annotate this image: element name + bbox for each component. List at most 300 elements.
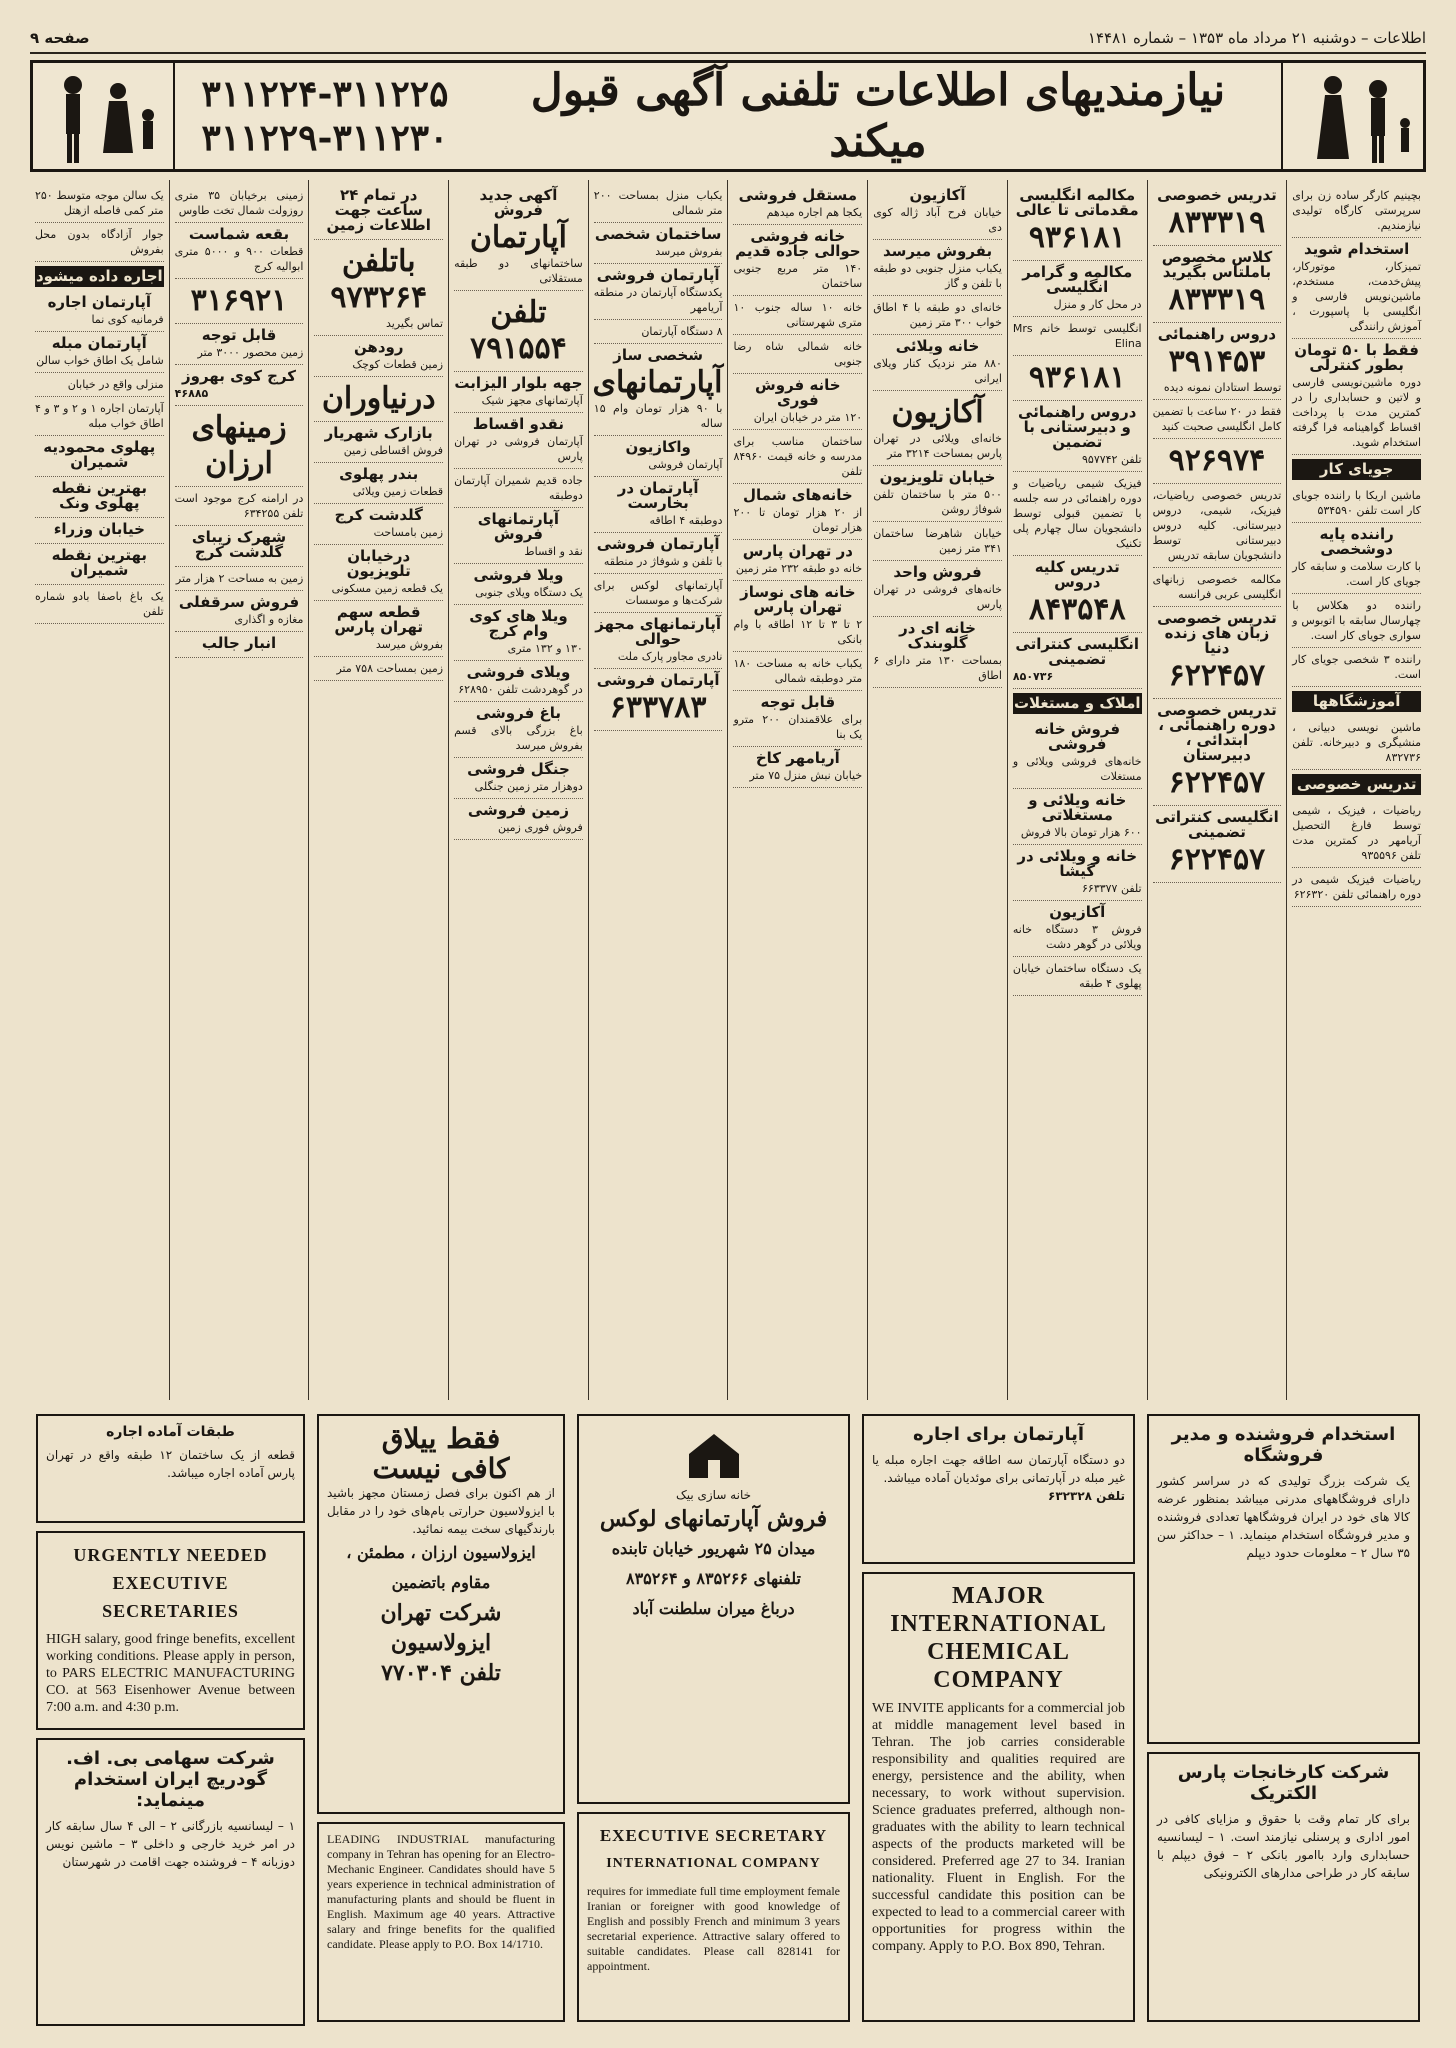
ad-heading: قابل توجه	[201, 326, 277, 344]
classified-ad	[733, 691, 862, 747]
pars-electric-title: شرکت کارخانجات پارس الکتریک	[1177, 1762, 1390, 1804]
ad-heading: خیابان وزراء	[53, 520, 145, 538]
ad-heading: تدریس خصوصی	[1157, 186, 1277, 204]
classified-ad	[594, 669, 723, 731]
classified-ad	[1153, 699, 1282, 806]
ad-heading: در تهران پارس	[742, 542, 853, 560]
ad-heading: گلدشت کرج	[334, 506, 423, 524]
classified-ad	[454, 564, 583, 605]
classified-ad	[873, 466, 1002, 522]
classified-ad	[594, 613, 723, 669]
ad-heading: آپارتمان اجاره	[47, 293, 152, 311]
classified-ad	[175, 324, 304, 365]
ad-phone-big: ۶۳۳۷۸۳	[609, 690, 707, 725]
classified-ad	[454, 799, 583, 840]
rental-floors-body: قطعه از یک ساختمان ۱۲ طبقه واقع در تهران پارس آماده اجاره میباشد.	[46, 1448, 295, 1480]
ad-text: یکدستگاه آپارتمان در منطقه آریامهر	[593, 286, 723, 314]
classified-ad	[175, 184, 304, 223]
ad-text: باغ بزرگی بالای قسم بفروش میرسد	[454, 724, 583, 752]
classified-columns	[30, 180, 1426, 1400]
ad-heading: بندر پهلوی	[339, 465, 419, 483]
ad-phone-big: آکازیون	[891, 395, 984, 430]
ad-heading: بهترین نقطه پهلوی ونک	[51, 479, 148, 512]
ad-text: در محل کار و منزل	[1053, 298, 1142, 311]
classified-ad	[873, 522, 1002, 561]
ad-text: فروش ۳ دستگاه خانه ویلائی در گوهر دشت	[1012, 923, 1142, 951]
classified-ad	[733, 484, 862, 540]
goodrich-title: شرکت سهامی بی. اف. گودریچ ایران استخدام مینماید:	[66, 1748, 275, 1811]
ad-heading: پهلوی محمودیه شمیران	[43, 438, 156, 471]
ad-phone: ۸۵۰۷۳۶	[1012, 670, 1054, 683]
classified-column-10	[30, 180, 169, 1400]
ad-heading: رودهن	[353, 338, 404, 356]
classified-ad	[1153, 439, 1282, 484]
exec-title-1: EXECUTIVE SECRETARY	[599, 1826, 828, 1845]
classified-ad	[1292, 648, 1421, 687]
ad-heading: جنگل فروشی	[467, 760, 570, 778]
ad-text: ساختمانهای دو طبقه مستقلاتی	[454, 257, 583, 285]
rental-floors-ad	[36, 1414, 305, 1523]
ad-text: برای علاقمندان ۲۰۰ مترو یک بنا	[733, 713, 863, 741]
ad-text: فرمانیه کوی نما	[91, 313, 164, 326]
urgent-title-2: EXECUTIVE SECRETARIES	[102, 1573, 239, 1622]
classified-ad	[873, 617, 1002, 688]
apartment-rent-body: دو دستگاه آپارتمان سه اطاقه جهت اجاره مبله یا غیر مبله در آپارتمانی برای موئدیان آماده میباشد.	[872, 1453, 1125, 1485]
ad-phone-big: زمینهای ارزان	[191, 410, 287, 481]
rental-floors-title: طبقات آماده اجاره	[106, 1424, 235, 1440]
pars-electric-ad	[1147, 1752, 1420, 2022]
ad-heading: آکازیون	[909, 186, 966, 204]
ad-heading: خانه فروشی حوالی جاده قدیم	[735, 227, 861, 260]
classified-ad	[314, 463, 443, 504]
classified-ad	[1013, 356, 1142, 401]
ad-phone-big: ۹۳۶۱۸۱	[1028, 220, 1126, 255]
ad-text: ۸۸۰ متر نزدیک کنار ویلای ایرانی	[873, 357, 1002, 385]
classified-column-6	[588, 180, 728, 1400]
classified-ad	[314, 377, 443, 422]
classified-ad	[454, 661, 583, 702]
leading-industrial-ad	[317, 1822, 565, 2022]
classified-ad	[1153, 607, 1282, 699]
classified-ad	[1153, 806, 1282, 883]
ad-phone-big: ۹۲۶۹۷۴	[1168, 443, 1266, 478]
classified-ad	[314, 601, 443, 657]
classified-ad	[175, 223, 304, 279]
classified-ad	[1013, 184, 1142, 261]
classified-ad	[454, 291, 583, 372]
exec-title-2: INTERNATIONAL COMPANY	[606, 1856, 821, 1871]
ad-phone-big: آپارتمانهای	[592, 365, 723, 400]
classified-ad	[1013, 401, 1142, 472]
banner-phones-line2: ۳۱۱۲۲۹-۳۱۱۲۳۰	[201, 117, 449, 159]
classified-ad	[1292, 484, 1421, 523]
classified-ad	[873, 184, 1002, 240]
banner-title: نیازمندیهای اطلاعات تلفنی آگهی قبول میکند	[530, 65, 1226, 167]
classified-ad	[1013, 556, 1142, 633]
classified-ad	[1292, 868, 1421, 907]
urgent-title-1: URGENTLY NEEDED	[73, 1545, 268, 1566]
classified-column-7	[448, 180, 588, 1400]
ad-text: یک دستگاه ساختمان خیابان پهلوی ۴ طبقه	[1012, 962, 1142, 990]
ad-heading: آپارتمانهای مجهز حوالی	[595, 615, 722, 648]
classified-ad	[594, 223, 723, 264]
ad-heading: خیابان تلویزیون	[879, 468, 996, 486]
ad-text: در ارامنه کرج موجود است تلفن ۶۳۴۲۵۵	[174, 492, 304, 520]
ad-heading: قطعه سهم تهران پارس	[334, 603, 424, 636]
classified-ad	[1013, 633, 1142, 689]
issue-line: اطلاعات – دوشنبه ۲۱ مرداد ماه ۱۳۵۳ – شماره ۱۴۴۸۱	[1087, 29, 1426, 47]
classified-ad	[733, 225, 862, 296]
classified-ad	[873, 240, 1002, 296]
major-title-4: COMPANY	[933, 1667, 1064, 1693]
ad-heading: مکالمه و گرامر انگلیسی	[1022, 263, 1133, 296]
classified-ad	[35, 373, 164, 397]
ad-text: شامل یک اطاق خواب سالن	[36, 354, 164, 367]
ad-heading: کرج کوی بهروز	[182, 367, 297, 385]
classified-ad	[733, 747, 862, 788]
ad-text: انگلیسی توسط خانم Mrs Elina	[1012, 322, 1142, 350]
section-heading: اجاره داده میشود	[35, 267, 163, 285]
ad-text: ۵۰۰ متر با ساختمان تلفن شوفاژ روشن	[873, 488, 1002, 516]
apartment-rent-phone: تلفن ۶۳۲۳۲۸	[1048, 1489, 1125, 1503]
ad-heading: انگلیسی کنتراتی تضمینی	[1015, 635, 1140, 668]
ad-heading: باغ فروشی	[475, 704, 561, 722]
ad-heading: خانه فروش فوری	[755, 376, 841, 409]
ad-heading: آپارتمان مبله	[51, 334, 147, 352]
classified-ad	[873, 561, 1002, 617]
ad-heading: آکهی جدید فروش	[479, 186, 558, 219]
banner-phones	[175, 72, 475, 160]
luxury-title: فروش آپارتمانهای لوکس	[599, 1506, 828, 1532]
ad-text: یکباب منزل جنوبی دو طبقه با تلفن و گاز	[873, 262, 1002, 290]
classified-ad	[733, 374, 862, 430]
ad-text: ماشین اریکا با راننده جویای کار است تلفن ۵۳۴۵۹۰	[1292, 489, 1421, 517]
yeylagh-body: از هم اکنون برای فصل زمستان مجهز باشید با ایزولاسیون حرارتی بام‌های خود را در مقابل بارندگیهای سخت بیمه نمائید.	[327, 1486, 555, 1536]
ad-text: فروش اقساطی زمین	[343, 444, 444, 457]
ad-heading: فروش خانه فروشی	[1034, 720, 1121, 753]
ad-text: بفروش میرسد	[655, 245, 723, 258]
classified-ad	[1153, 568, 1282, 607]
ad-text: زمین به مساحت ۲ هزار متر	[175, 572, 304, 585]
ad-text: با کارت سلامت و سابقه کار جویای کار است.	[1292, 560, 1421, 588]
major-title-1: MAJOR	[952, 1583, 1045, 1609]
ad-heading: خانه ویلائی	[895, 337, 980, 355]
classified-ad	[454, 372, 583, 413]
ad-text: یک باغ باصفا بادو شماره تلفن	[34, 590, 164, 618]
ad-heading: ساختمان شخصی	[594, 225, 722, 243]
classified-ad	[1153, 323, 1282, 400]
ad-heading: انگلیسی کنتراتی تضمینی	[1155, 808, 1279, 841]
ad-heading: قابل توجه	[760, 693, 836, 711]
classified-ad	[175, 406, 304, 487]
classified-column-2	[1147, 180, 1287, 1400]
classified-ad	[35, 184, 164, 223]
ad-text: نادری مجاور پارک ملت	[617, 650, 723, 663]
ad-heading: تدریس خصوصی زبان های زنده دنیا	[1157, 609, 1277, 657]
classified-ad	[594, 436, 723, 477]
page-header	[30, 24, 1426, 54]
ad-heading: در تمام ۲۴ ساعت جهت اطلاعات زمین	[326, 186, 431, 234]
ad-heading: انبار جالب	[201, 634, 277, 652]
ad-text: زمین محصور ۳۰۰۰ متر	[197, 346, 304, 359]
classified-ad	[1013, 789, 1142, 845]
ad-heading: آریامهر کاخ	[755, 749, 840, 767]
classified-ad	[175, 632, 304, 658]
classified-ad	[1013, 845, 1142, 901]
classified-ad	[454, 413, 583, 469]
classified-column-3	[1007, 180, 1147, 1400]
classified-ad	[733, 540, 862, 581]
urgent-secretaries-ad	[36, 1531, 305, 1730]
ad-text: خانه شمالی شاه رضا جنوبی	[733, 340, 863, 368]
classified-ad	[1013, 718, 1142, 789]
ad-text: زمین قطعات کوچک	[352, 358, 444, 371]
major-chemical-ad	[862, 1572, 1135, 2022]
ad-heading: بقعه شماست	[188, 225, 290, 243]
ad-text: زمینی برخیابان ۳۵ متری روزولت شمال تخت طاوس	[174, 189, 304, 217]
ad-text: آپارتمان فروشی در تهران پارس	[454, 435, 583, 463]
ad-text: در گوهردشت تلفن ۶۲۸۹۵۰	[458, 683, 583, 696]
section-heading: جویای کار	[1292, 459, 1421, 480]
ad-text: یک سالن موجه متوسط ۲۵۰ متر کمی فاصله ازهتل	[34, 189, 164, 217]
ad-heading: استخدام شوید	[1303, 240, 1410, 258]
ad-heading: تدریس کلیه دروس	[1034, 558, 1120, 591]
ad-phone-big: ۶۲۲۴۵۷	[1168, 765, 1266, 800]
ad-phone-big: درنیاوران	[321, 381, 436, 416]
family-illustration-right	[1281, 63, 1423, 169]
goodrich-ad	[36, 1738, 305, 2026]
classified-ad	[1292, 523, 1421, 594]
ad-text: آپارتمانهای لوکس برای شرکت‌ها و موسسات	[593, 579, 723, 607]
ad-text: یک دستگاه ویلای جنوبی	[475, 586, 583, 599]
classified-ad	[314, 422, 443, 463]
classified-column-5	[727, 180, 867, 1400]
ad-text: تماس بگیرید	[386, 317, 444, 330]
ad-text: قطعات زمین ویلائی	[352, 485, 444, 498]
classified-ad	[314, 545, 443, 601]
ad-text: جاده قدیم شمیران آپارتمان دوطبقه	[454, 474, 583, 502]
apartment-rent-ad	[862, 1414, 1135, 1564]
luxury-line-3: درباغ میران سلطنت آباد	[632, 1599, 795, 1618]
classifieds-banner	[30, 60, 1426, 172]
pars-electric-body: برای کار تمام وقت با حقوق و مزایای کافی در امور اداری و پرسنلی نیازمند است. ۱ – لیسانسیه حسابداری وارد باامور بانکی ۲ – فوق دیپلم با سابقه کار در طراحی مدارهای الکترونیکی	[1157, 1812, 1410, 1880]
luxury-apartments-ad	[577, 1414, 850, 1804]
classified-ad	[733, 296, 862, 335]
ad-phone-big: ۸۴۳۵۴۸	[1028, 592, 1126, 627]
ad-phone-big: باتلفن ۹۷۳۲۶۴	[330, 244, 428, 315]
ad-text: ریاضیات ، فیزیک ، شیمی توسط فارغ التحصیل آریامهر در کمترین مدت تلفن ۹۳۵۵۹۶	[1292, 804, 1421, 862]
ad-text: بمساحت ۱۳۰ متر دارای ۶ اطاق	[873, 654, 1002, 682]
ad-text: خانه‌ای دو طبقه با ۴ اطاق خواب ۳۰۰ متر زمین	[873, 301, 1002, 329]
ad-phone-big: ۶۲۲۴۵۷	[1168, 842, 1266, 877]
ad-text: خیابان فرح آباد ژاله کوی دی	[873, 206, 1002, 234]
ad-heading: کلاس مخصوص باملتاس بگیرید	[1161, 248, 1273, 281]
classified-ad	[873, 296, 1002, 335]
ad-text: دوطبقه ۴ اطاقه	[649, 514, 723, 527]
classified-ad	[1013, 957, 1142, 996]
ad-heading: درخیابان تلویزیون	[346, 547, 411, 580]
ad-heading: خانه‌های شمال	[743, 486, 853, 504]
classified-ad	[873, 335, 1002, 391]
ad-text: ۸ دستگاه آپارتمان	[641, 325, 723, 338]
bottom-col-sales	[1141, 1410, 1426, 2030]
ad-heading: آپارتمان در بخارست	[617, 479, 699, 512]
ad-heading: دروس راهنمائی	[1157, 325, 1277, 343]
ad-text: آپارتمان فروشی	[648, 458, 723, 471]
classified-ad	[1292, 184, 1421, 238]
ad-heading: خانه ای در گلوبندک	[899, 619, 976, 652]
classified-column-4	[867, 180, 1007, 1400]
ad-text: توسط استادان نمونه دیده	[1163, 381, 1282, 394]
classified-ad	[1153, 246, 1282, 323]
ad-heading: فروش واحد	[893, 563, 982, 581]
ad-heading: خانه و ویلائی در گیشا	[1017, 847, 1138, 880]
ad-heading: مکالمه انگلیسی مقدماتی تا عالی	[1015, 186, 1139, 219]
classified-ad	[594, 184, 723, 223]
classified-column-9	[169, 180, 309, 1400]
ad-text: جوار آزادگاه بدون محل بفروش	[34, 228, 164, 256]
urgent-body: HIGH salary, good fringe benefits, excellent working conditions. Please apply in person, to PARS ELECTRIC MANUFACTURING CO. at 563 Eisenhower Avenue between 7:00 a.m. and 4:30 p.m.	[46, 1632, 295, 1716]
goodrich-body: ۱ – لیسانسیه بازرگانی ۲ – الی ۴ سال سابقه کار در امر خرید خارجی و داخلی ۳ – ماشین نویس دوزبانه ۴ – فروشنده جهت اقامت در شهرستان	[46, 1819, 296, 1869]
classified-ad	[1013, 472, 1142, 556]
ad-heading: ویلای فروشی	[466, 663, 571, 681]
ad-text: ریاضیات فیزیک شیمی در دوره راهنمائی تلفن ۶۲۶۳۲۰	[1292, 873, 1421, 901]
classified-ad	[594, 477, 723, 533]
ad-text: مغازه و اگذاری	[234, 613, 304, 626]
ad-heading: شهرک زیبای گلدشت کرج	[191, 528, 287, 561]
ad-text: خانه‌ای ویلائی در تهران پارس بمساحت ۳۲۱۴ متر	[873, 432, 1002, 460]
ad-text: یکباب خانه به مساحت ۱۸۰ متر دوطبقه شمالی	[733, 657, 863, 685]
ad-text: تلفن ۶۶۳۳۷۷	[1082, 882, 1142, 895]
classified-ad	[35, 291, 164, 332]
yeylagh-title-2: کافی نیست	[372, 1452, 510, 1485]
classified-ad	[35, 332, 164, 373]
ad-heading: آپارتمان فروشی	[596, 535, 720, 553]
classified-ad	[175, 591, 304, 632]
classified-ad	[35, 477, 164, 518]
house-logo-icon	[684, 1430, 744, 1480]
ad-heading: فروش سرقفلی	[178, 593, 300, 611]
ad-phone-big: ۶۲۲۴۵۷	[1168, 658, 1266, 693]
classified-ad	[175, 526, 304, 567]
luxury-line-1: میدان ۲۵ شهریور خیابان تابنده	[611, 1539, 816, 1558]
ad-text: قطعات ۹۰۰ و ۵۰۰۰ متری ابوالیه کرج	[174, 245, 304, 273]
leading-body: LEADING INDUSTRIAL manufacturing company in Tehran has opening for an Electro-Mechanic Engineer. Candidates should have 5 years experience in technical administration of manufacturing plants and should be fluent in English. Maximum age 40 years. Attractive salary and fringe benefits for the qualified candidate. Please apply to P.O. Box 14/1710.	[327, 1832, 555, 1951]
classified-ad	[733, 184, 862, 225]
sales-manager-body: یک شرکت بزرگ تولیدی که در سراسر کشور دارای فروشگاههای مدرنی میباشد بمنظور عرضه کالا های خود در ایران فروشگاهها تعدادی فروشنده و مدیر فروشگاه استخدام مینماید. ۱ – حداکثر سن ۳۵ سال ۲ – معلومات حدود دیپلم	[1157, 1474, 1410, 1560]
ad-heading: آکازیون	[1049, 903, 1106, 921]
luxury-logo-caption: خانه سازی بیک	[675, 1488, 752, 1502]
ad-heading: دروس راهنمائی و دبیرستانی با تضمین	[1018, 403, 1137, 451]
classified-ad	[873, 391, 1002, 466]
classified-ad	[594, 320, 723, 344]
classified-ad	[314, 657, 443, 681]
ad-text: خانه‌های فروشی ویلائی و مستغلات	[1012, 755, 1142, 783]
ad-heading: ویلا های کوی وام کرج	[469, 607, 568, 640]
classified-ad	[314, 504, 443, 545]
ad-heading: بفروش میرسد	[882, 242, 993, 260]
section-heading: املاک و مستغلات	[1013, 694, 1141, 712]
classified-ad	[454, 508, 583, 564]
bottom-col-major	[856, 1410, 1141, 2030]
classified-ad	[454, 702, 583, 758]
ad-heading: زمین فروشی	[467, 801, 570, 819]
classified-column-8	[308, 180, 448, 1400]
ad-text: یک قطعه زمین مسکونی	[331, 582, 444, 595]
classified-ad	[314, 184, 443, 240]
classified-ad	[1292, 799, 1421, 868]
classified-ad	[1292, 716, 1421, 770]
ad-phone-big: ۸۳۳۳۱۹	[1168, 282, 1266, 317]
yeylagh-phone: تلفن ۷۷۰۳۰۴	[381, 1660, 501, 1686]
classified-ad	[454, 758, 583, 799]
ad-text: از ۲۰ هزار تومان تا ۲۰۰ هزار تومان	[733, 506, 863, 534]
ad-phone-big: آپارتمان	[469, 220, 568, 255]
ad-text: ۶۰۰ هزار تومان بالا فروش	[1020, 826, 1142, 839]
ad-phone: ۴۶۸۸۵	[174, 387, 209, 400]
ad-text: فیزیک شیمی ریاضیات و دوره راهنمائی در سه جلسه با تضمین قبولی توسط دانشجویان سال چهارم پلی تکنیک	[1012, 477, 1142, 550]
classified-ad	[1013, 317, 1142, 356]
ad-heading: فقط با ۵۰ تومان بطور کنترلی	[1294, 341, 1419, 374]
ad-text: دوره ماشین‌نویسی فارسی و لاتین و حسابداری را در کمترین مدت با پرداخت اقساط گواهینامه فرا گرفته استخدام شوید.	[1292, 376, 1421, 449]
banner-phones-line1: ۳۱۱۲۲۴-۳۱۱۲۲۵	[201, 73, 449, 115]
classified-ad	[35, 223, 164, 262]
exec-body: requires for immediate full time employment female Iranian or foreigner with good knowledge of English and possibly French and minimum 3 years secretarial experience. Attractive salary offered to suitable candidates. Please call 828141 for appointment.	[587, 1884, 840, 1973]
bottom-col-yeylagh	[311, 1410, 571, 2030]
ad-heading: واکازیون	[625, 438, 691, 456]
classified-column-1	[1286, 180, 1426, 1400]
ad-text: نقد و اقساط	[524, 545, 583, 558]
ad-text: خانه دو طبقه ۲۳۲ متر زمین	[735, 562, 863, 575]
ad-phone-big: تلفن ۷۹۱۵۵۴	[470, 295, 567, 366]
ad-text: بفروش میرسد	[375, 638, 444, 651]
classified-ad	[454, 469, 583, 508]
ad-heading: خانه ویلائی و مستغلاتی	[1028, 791, 1127, 824]
classified-ad	[35, 585, 164, 624]
ad-text: ۱۳۰ و ۱۳۲ متری	[507, 642, 583, 655]
classified-ad	[1292, 594, 1421, 648]
ad-text: یکباب منزل بمساحت ۲۰۰ متر شمالی	[593, 189, 723, 217]
section-heading: تدریس خصوصی	[1292, 774, 1421, 795]
ad-text: یکجا هم اجاره میدهم	[766, 206, 863, 219]
ad-text: ماشین نویسی دبیانی ، منشیگری و دبیرخانه. تلفن ۸۳۲۷۳۶	[1292, 721, 1421, 764]
ad-phone-big: ۳۹۱۴۵۳	[1168, 344, 1266, 379]
ad-heading: آپارتمان فروشی	[596, 266, 720, 284]
ad-heading: راننده پایه دوشخصی	[1319, 525, 1394, 558]
major-body: WE INVITE applicants for a commercial job at middle management level based in Tehran. The job carries considerable responsibility and qualities required are energy, persistence and the ability, when necessary, to work without supervision. Science graduates preferred, although non-graduates with the ability to learn technical aspects of the products marketed will be considered. Preferred age 27 to 34. Iranian nationality. Fluent in English. For the successful candidate this position can be expected to lead to a commercial career with opportunities for progress within the company. Apply to P.O. Box 890, Tehran.	[872, 1701, 1125, 1954]
yeylagh-slogan: ایزولاسیون ارزان ، مطمئن ، مقاوم باتضمین	[346, 1543, 536, 1592]
ad-text: بچینیم کارگر ساده زن برای سرپرستی کارگاه تولیدی نیازمندیم.	[1292, 189, 1421, 232]
ad-text: تدریس خصوصی ریاضیات، فیزیک، شیمی، دروس دبیرستانی. کلیه دروس دبیرستانی توسط دانشجویان سابقه تدریس	[1152, 489, 1282, 562]
bottom-ads	[30, 1410, 1426, 2030]
ad-text: تمیزکار، موتورکار، پیش‌خدمت، مستخدم، ماشین‌نویس فارسی و انگلیسی با پاسپورت ، آموزش رانندگی	[1292, 260, 1421, 333]
family-illustration-left	[33, 63, 175, 169]
ad-text: با تلفن و شوفاژ در منطقه	[603, 555, 723, 568]
ad-text: دوهزار متر زمین جنگلی	[474, 780, 583, 793]
bottom-col-urgent	[30, 1410, 311, 2030]
page-number: صفحه ۹	[30, 29, 90, 47]
ad-text: آپارتمان اجاره ۱ و ۲ و ۳ و ۴ اطاق خواب مبله	[34, 402, 164, 430]
ad-text: راننده ۳ شخصی جویای کار است.	[1292, 653, 1421, 681]
classified-ad	[175, 487, 304, 526]
classified-ad	[594, 264, 723, 320]
ad-text: تلفن ۹۵۷۷۴۲	[1082, 453, 1142, 466]
ad-text: فقط در ۲۰ ساعت با تضمین کامل انگلیسی صحبت کنید	[1152, 405, 1282, 433]
ad-text: ۱۲۰ متر در خیابان ایران	[753, 411, 863, 424]
yeylagh-title-1: فقط ییلاق	[381, 1422, 501, 1455]
apartment-rent-title: آپارتمان برای اجاره	[912, 1424, 1085, 1445]
luxury-line-2: تلفنهای ۸۳۵۲۶۶ و ۸۳۵۲۶۴	[625, 1569, 801, 1588]
